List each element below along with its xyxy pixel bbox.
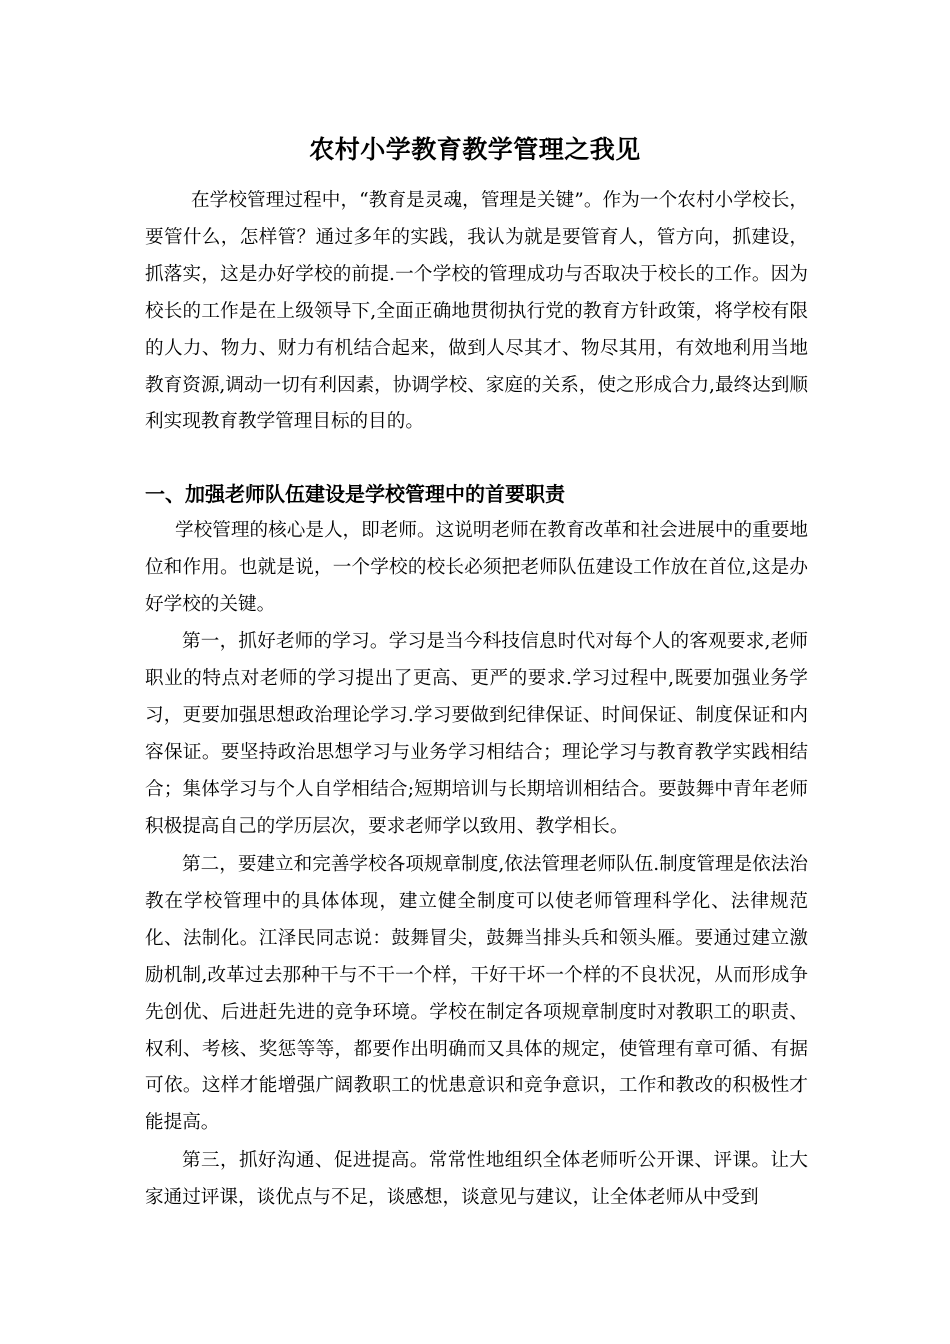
section-paragraph-1: 学校管理的核心是人，即老师。这说明老师在教育改革和社会进展中的重要地位和作用。也就是说，一个学校的校长必须把老师队伍建设工作放在首位,这是办好学校的关键。 [145,520,808,615]
intro-paragraph: 在学校管理过程中，“教育是灵魂，管理是关键”。作为一个农村小学校长，要管什么，怎样管？通过多年的实践，我认为就是要管育人，管方向，抓建设，抓落实，这是办好学校的前提.一个学校的管理成功与否取决于校长的工作。因为校长的工作是在上级领导下,全面正确地贯彻执行党的教育方针政策，将学校有限的人力、物力、财力有机结合起来，做到人尽其才、物尽其用，有效地利用当地教育资源,调动一切有利因素，协调学校、家庭的关系，使之形成合力,最终达到顺利实现教育教学管理目标的目的。 [145,190,808,433]
document-title: 农村小学教育教学管理之我见 [309,135,641,164]
section-paragraph-2: 第一，抓好老师的学习。学习是当今科技信息时代对每个人的客观要求,老师职业的特点对老师的学习提出了更高、更严的要求.学习过程中,既要加强业务学习，更要加强思想政治理论学习.学习要做到纪律保证、时间保证、制度保证和内容保证。要坚持政治思想学习与业务学习相结合；理论学习与教育教学实践相结合；集体学习与个人自学相结合;短期培训与长期培训相结合。要鼓舞中青年老师积极提高自己的学历层次，要求老师学以致用、教学相长。 [145,631,808,837]
section-paragraph-4: 第三，抓好沟通、促进提高。常常性地组织全体老师听公开课、评课。让大家通过评课，谈优点与不足，谈感想，谈意见与建议，让全体老师从中受到 [145,1150,808,1208]
section-heading: 一、加强老师队伍建设是学校管理中的首要职责 [145,482,565,506]
section-paragraph-3: 第二，要建立和完善学校各项规章制度,依法管理老师队伍.制度管理是依法治教在学校管理中的具体体现，建立健全制度可以使老师管理科学化、法律规范化、法制化。江泽民同志说：鼓舞冒尖，鼓舞当排头兵和领头雁。要通过建立激励机制,改革过去那种干与不干一个样，干好干坏一个样的不良状况，从而形成争先创优、后进赶先进的竞争环境。学校在制定各项规章制度时对教职工的职责、权利、考核、奖惩等等，都要作出明确而又具体的规定，使管理有章可循、有据可依。这样才能增强广阔教职工的忧患意识和竞争意识，工作和教改的积极性才能提高。 [145,854,808,1134]
